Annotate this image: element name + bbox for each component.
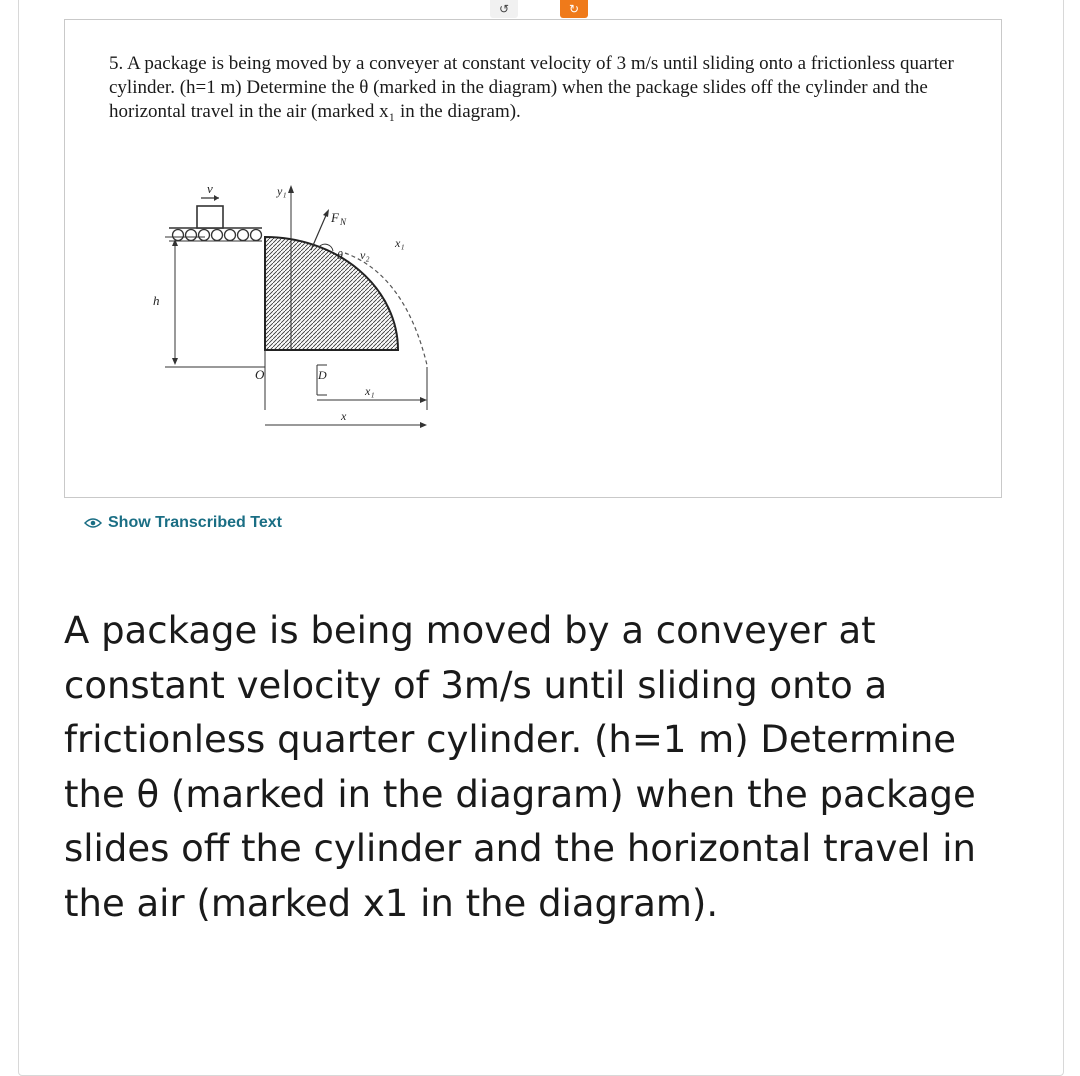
label-v: v: [207, 181, 213, 196]
label-o: O: [255, 367, 265, 382]
label-x: x: [341, 409, 347, 423]
show-transcribed-text-label: Show Transcribed Text: [108, 514, 282, 531]
label-h: h: [153, 293, 160, 308]
conveyor-rollers: [173, 230, 262, 241]
quarter-cylinder: [265, 237, 398, 350]
rotate-left-icon: ↺: [498, 2, 510, 16]
show-transcribed-text-link[interactable]: [84, 514, 282, 532]
quarter-cylinder-diagram: [105, 155, 505, 455]
svg-text:N: N: [340, 217, 347, 227]
eye-icon: [84, 517, 102, 529]
label-x1-top: x₁: [395, 236, 405, 250]
package: [197, 206, 223, 228]
label-fn: F: [331, 210, 339, 225]
question-image: [64, 19, 1002, 498]
transcribed-question-text: A package is being moved by a conveyer at constant velocity of 3m/s until sliding onto a frictionless quarter cylinder. (h=1 m) Determine the θ (marked in the diagram) when the package slides off the cylinder and the horizontal travel in the air (marked x1 in the diagram).: [64, 609, 976, 925]
rotate-right-icon: ↻: [568, 2, 580, 16]
problem-text: 5. A package is being moved by a conveyer at constant velocity of 3 m/s until sliding onto a frictionless quarter cylinder. (h=1 m) Determine the θ (marked in the diagram) when the package slides off the cylinder and the horizontal travel in the air (marked x₁ in the diagram).: [109, 53, 954, 122]
image-toolbar: [490, 0, 588, 18]
label-v2: v₂: [360, 248, 370, 262]
label-x1-bottom: x₁: [365, 384, 375, 398]
rotate-left-button[interactable]: [490, 0, 518, 18]
rotate-right-button[interactable]: [560, 0, 588, 18]
label-y1: y₁: [277, 184, 287, 198]
label-d: D: [318, 368, 327, 382]
label-theta: θ: [337, 248, 343, 262]
